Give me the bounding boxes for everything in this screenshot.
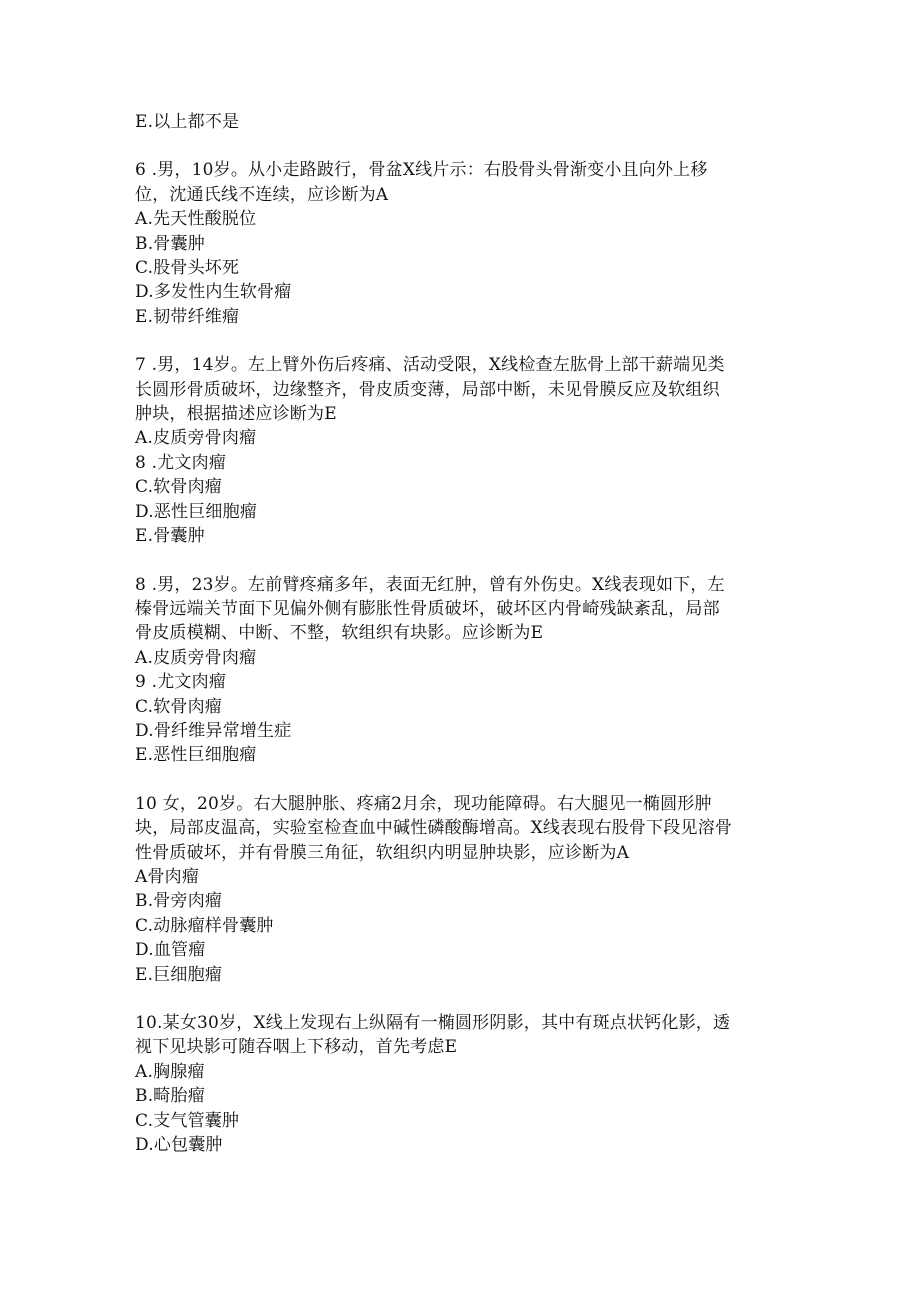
- document-page: [135, 110, 785, 1157]
- paragraph-gap: [135, 987, 785, 1011]
- option-line: E.以上都不是: [135, 112, 240, 132]
- paragraph-gap: [135, 329, 785, 353]
- question-8: [135, 573, 785, 768]
- question-text-line: 位，沈通氏线不连续，应诊断为A: [135, 184, 389, 205]
- question-text-line: 10.某女30岁，X线上发现右上纵隔有一椭圆形阴影，其中有斑点状钙化影，透: [135, 1013, 731, 1033]
- question-10a: [135, 792, 785, 987]
- question-text-line: 性骨质破坏，并有骨膜三角征，软组织内明显肿块影，应诊断为A: [135, 842, 630, 863]
- option-line: A.皮质旁骨肉瘤: [135, 428, 257, 449]
- option-line: E.巨细胞瘤: [135, 964, 223, 985]
- option-line: D.多发性内生软骨瘤: [135, 282, 292, 303]
- option-line: E.恶性巨细胞瘤: [135, 745, 257, 766]
- option-line: E.韧带纤维瘤: [135, 306, 240, 327]
- question-text-line: 榛骨远端关节面下见偏外侧有膨胀性骨质破坏，破坏区内骨崎残缺紊乱，局部: [135, 598, 720, 619]
- question-text-line: 8 .男，23岁。左前臂疼痛多年，表面无红肿，曾有外伤史。X线表现如下，左: [135, 574, 725, 595]
- paragraph-gap: [135, 768, 785, 792]
- option-line: C.软骨肉瘤: [135, 696, 223, 717]
- paragraph-gap: [135, 134, 785, 158]
- option-line: A.先天性酸脱位: [135, 209, 257, 230]
- question-text-line: 骨皮质模糊、中断、不整，软组织有块影。应诊断为E: [135, 623, 544, 644]
- option-line: D.心包囊肿: [135, 1135, 223, 1156]
- option-line: C.股骨头坏死: [135, 258, 240, 279]
- option-line: A骨肉瘤: [135, 866, 200, 887]
- question-10b: [135, 1011, 785, 1157]
- question-text-line: 6 .男，10岁。从小走路跛行，骨盆X线片示：右股骨头骨渐变小且向外上移: [135, 160, 708, 181]
- option-line: C.动脉瘤样骨囊肿: [135, 915, 274, 936]
- option-line: E.骨囊肿: [135, 526, 205, 547]
- question-text-line: 视下见块影可随吞咽上下移动，首先考虑E: [135, 1037, 458, 1058]
- question-fragment: [135, 110, 785, 134]
- option-line: 9 .尤文肉瘤: [135, 672, 227, 693]
- paragraph-gap: [135, 549, 785, 573]
- option-line: A.胸腺瘤: [135, 1061, 205, 1082]
- option-line: A.皮质旁骨肉瘤: [135, 647, 257, 668]
- question-6: [135, 158, 785, 329]
- option-line: D.血管瘤: [135, 940, 206, 961]
- option-line: B.骨旁肉瘤: [135, 891, 223, 912]
- question-text-line: 7 .男，14岁。左上臂外伤后疼痛、活动受限，X线检查左肱骨上部干薪端见类: [135, 355, 725, 376]
- option-line: 8 .尤文肉瘤: [135, 452, 227, 473]
- option-line: C.软骨肉瘤: [135, 477, 223, 498]
- option-line: B.骨囊肿: [135, 233, 205, 254]
- question-text-line: 肿块，根据描述应诊断为E: [135, 404, 337, 425]
- option-line: D.恶性巨细胞瘤: [135, 501, 258, 522]
- option-line: C.支气管囊肿: [135, 1110, 240, 1131]
- question-text-line: 长圆形骨质破坏，边缘整齐，骨皮质变薄，局部中断，未见骨膜反应及软组织: [135, 379, 720, 400]
- question-text-line: 10 女，20岁。右大腿肿胀、疼痛2月余，现功能障碍。右大腿见一椭圆形肿: [135, 793, 712, 814]
- option-line: B.畸胎瘤: [135, 1086, 205, 1107]
- question-text-line: 块，局部皮温高，实验室检查血中碱性磷酸酶增高。X线表现右股骨下段见溶骨: [135, 818, 733, 839]
- question-7: [135, 353, 785, 548]
- option-line: D.骨纤维异常增生症: [135, 720, 292, 741]
